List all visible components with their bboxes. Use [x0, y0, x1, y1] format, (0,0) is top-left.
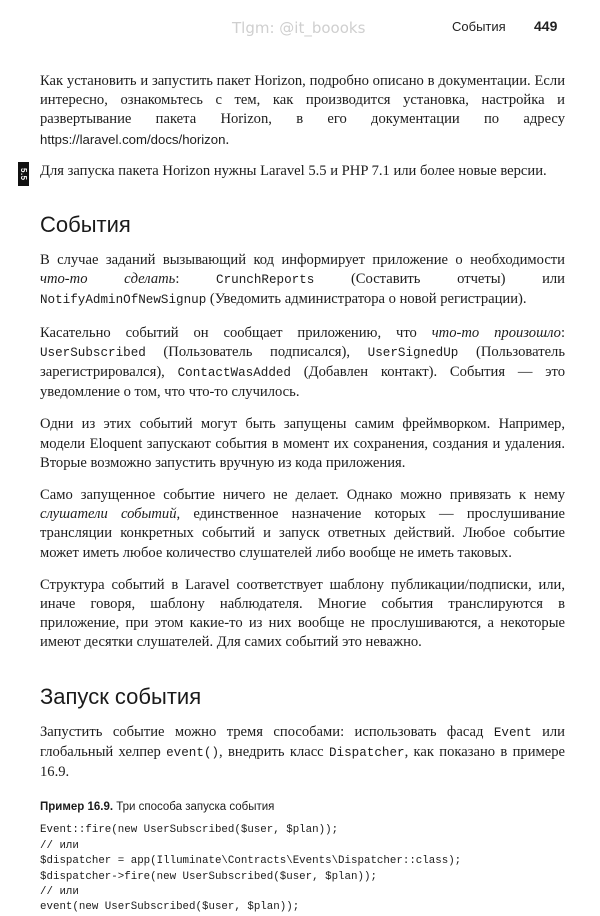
- code-usersignedup: UserSignedUp: [367, 345, 459, 360]
- version-badge-icon: 5.5: [18, 162, 29, 186]
- intro-paragraph: [40, 72, 565, 150]
- code-usersubscribed: UserSubscribed: [40, 345, 146, 360]
- firing-paragraph: Запустить событие можно тремя способами: использовать фасад Event или глобальный хелпер event(), внедрить класс Dispatcher, как показано в примере 16.9.: [40, 723, 565, 781]
- events-paragraph-4: Само запущенное событие ничего не делает. Однако можно привязать к нему слушатели событий, единственное назначение которых — прослушивание трансляции конкретных событий и запуск ответных действий. Любое событие может иметь любое количество слушателей либо вообще не иметь таковых.: [40, 487, 565, 561]
- example-title: Три способа запуска события: [116, 801, 275, 814]
- page-content: [19, 72, 566, 916]
- note-text: Для запуска пакета Horizon нужны Laravel 5.5 и PHP 7.1 или более новые версии.: [40, 162, 547, 179]
- version-note: [19, 162, 565, 181]
- code-notifyadmin: NotifyAdminOfNewSignup: [40, 293, 207, 308]
- events-paragraph-3: Одни из этих событий могут быть запущены самим фреймворком. Например, модели Eloquent запускают события в момент их сохранения, создания и удаления. Вторые возможно запустить вручную из кода приложения.: [40, 416, 565, 471]
- page-number: 449: [534, 18, 558, 34]
- code-dispatcher: Dispatcher: [328, 745, 405, 760]
- running-title: События: [452, 19, 506, 34]
- intro-text: Как установить и запустить пакет Horizon, подробно описано в документации. Если интересно, ознакомьтесь с тем, как производится установка, настройка и развертывание пакета Horizon, в его документации по адресу: [40, 73, 565, 128]
- watermark: Tlgm: @it_boooks: [232, 19, 366, 37]
- code-listing: Event::fire(new UserSubscribed($user, $plan)); // или $dispatcher = app(Illuminate\Contracts\Events\Dispatcher::class); $dispatcher->fire(new UserSubscribed($user, $plan)); // или event(new UserSubscribed($user, $plan));: [40, 824, 462, 914]
- code-event: Event: [493, 725, 532, 740]
- code-contactwasadded: ContactWasAdded: [177, 366, 291, 381]
- section-heading-firing-events: Запуск события: [40, 683, 202, 709]
- docs-link[interactable]: https://laravel.com/docs/horizon: [40, 131, 226, 147]
- code-event-helper: event(): [166, 745, 220, 760]
- example-caption: [40, 800, 565, 815]
- section-heading-events: События: [40, 212, 131, 238]
- example-label: Пример 16.9.: [40, 801, 114, 814]
- events-paragraph-2: Касательно событий он сообщает приложению, что что-то произошло: UserSubscribed (Пользователь подписался), UserSignedUp (Пользователь зарегистрировался), ContactWasAdded (Добавлен контакт). События — это уведомление о том, что что-то случилось.: [40, 324, 566, 401]
- page-header: [0, 14, 600, 38]
- code-crunchreports: CrunchReports: [216, 273, 315, 288]
- events-paragraph-1: В случае заданий вызывающий код информирует приложение о необходимости что-то сделать: CrunchReports (Составить отчеты) или NotifyAdminOfNewSignup (Уведомить администратора о новой регистрации).: [40, 252, 565, 308]
- events-paragraph-5: Структура событий в Laravel соответствует шаблону публикации/подписки, или, иначе говоря, шаблону наблюдателя. Многие события транслируются в приложение, при этом какие-то из них вообще не прослушиваются, а некоторые имеют десятки слушателей. Для самих событий это неважно.: [40, 576, 565, 651]
- intro-end: .: [225, 131, 230, 148]
